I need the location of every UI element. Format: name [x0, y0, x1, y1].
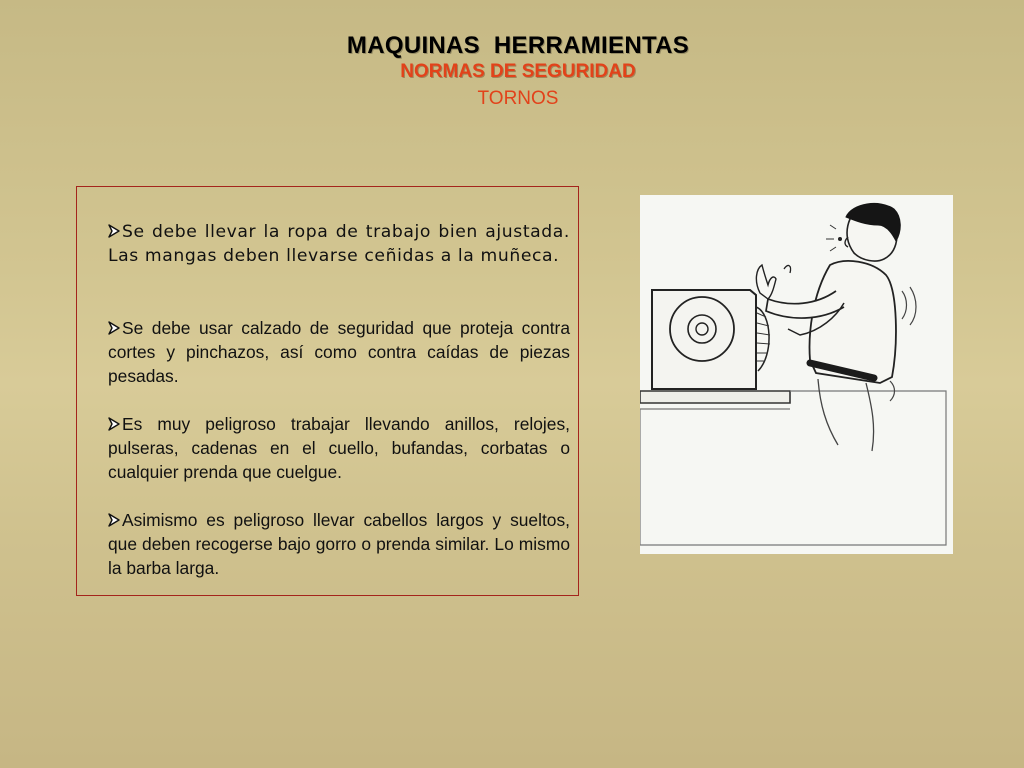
bullet-text: Asimismo es peligroso llevar cabellos largos y sueltos, que deben recogerse bajo gorro o prenda similar. Lo mismo la barba larga.	[108, 510, 570, 578]
bullet-item	[108, 316, 570, 388]
lathe-worker-drawing	[640, 195, 953, 554]
arrow-bullet-icon	[108, 513, 120, 527]
bullet-item	[108, 508, 570, 580]
bullet-item	[108, 220, 570, 268]
arrow-bullet-icon	[108, 321, 120, 335]
arrow-bullet-icon	[108, 417, 120, 431]
bullet-text: Se debe llevar la ropa de trabajo bien ajustada. Las mangas deben llevarse ceñidas a la muñeca.	[108, 222, 570, 266]
bullet-text: Se debe usar calzado de seguridad que proteja contra cortes y pinchazos, así como contra caídas de piezas pesadas.	[108, 318, 570, 386]
slide-section: TORNOS	[477, 88, 559, 109]
arrow-bullet-icon	[108, 224, 120, 238]
lathe-worker-illustration	[640, 195, 953, 554]
bullet-text: Es muy peligroso trabajar llevando anillos, relojes, pulseras, cadenas en el cuello, bufandas, corbatas o cualquier prenda que cuelgue.	[108, 414, 570, 482]
bullet-item	[108, 412, 570, 484]
safety-rules-box	[76, 186, 579, 596]
slide-title-block	[0, 32, 1024, 112]
slide-subtitle: NORMAS DE SEGURIDAD	[400, 61, 636, 82]
slide-title: MAQUINAS HERRAMIENTAS	[346, 32, 690, 59]
